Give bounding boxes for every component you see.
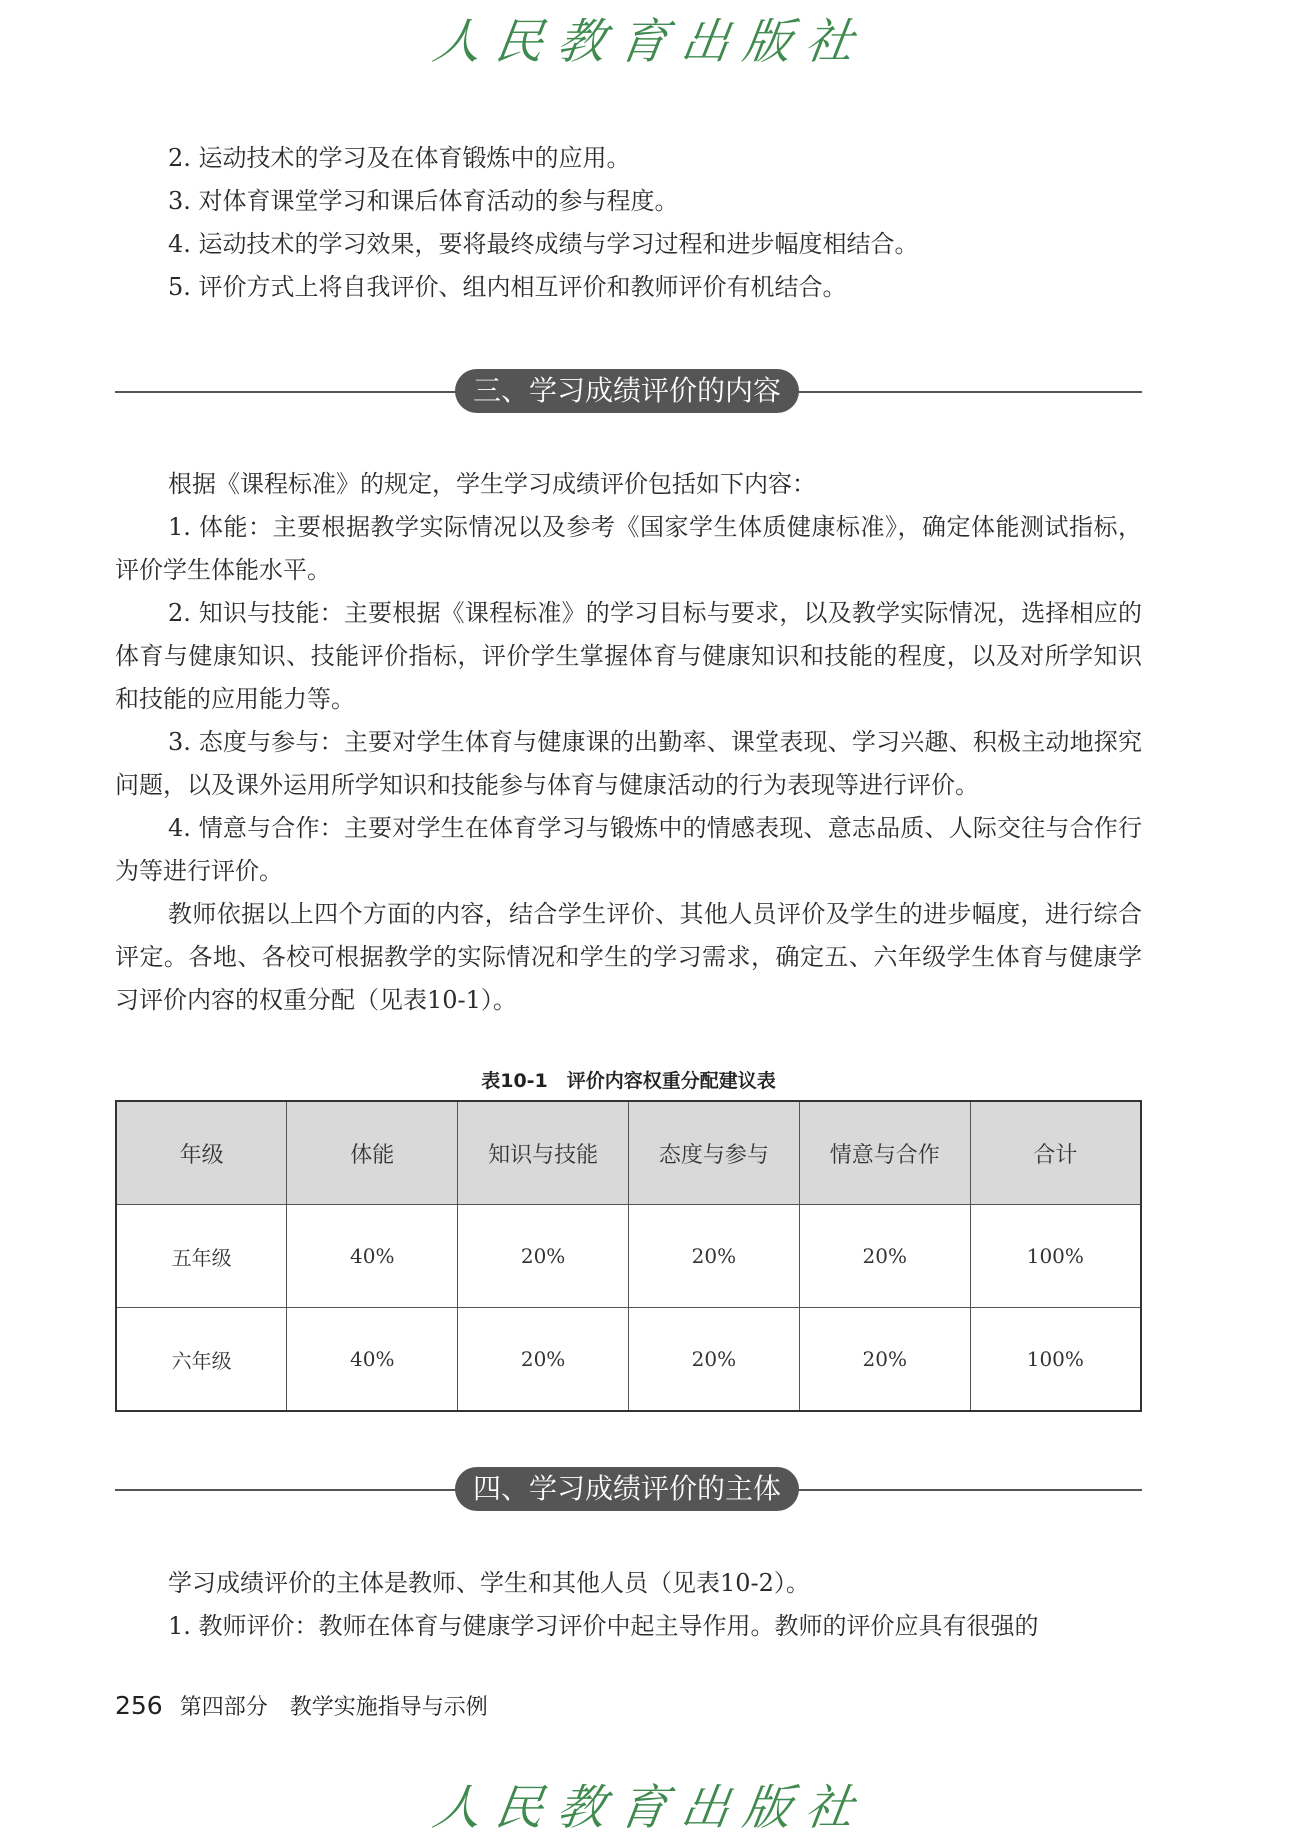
paragraph: 1. 教师评价：教师在体育与健康学习评价中起主导作用。教师的评价应具有很强的 xyxy=(168,1612,1039,1640)
list-item: 3. 对体育课堂学习和课后体育活动的参与程度。 xyxy=(168,187,679,215)
table-cell: 20% xyxy=(799,1308,970,1412)
page-footer xyxy=(115,1690,488,1721)
page-number: 256 xyxy=(115,1691,163,1720)
header-cell: 情意与合作 xyxy=(799,1101,970,1205)
paragraph: 根据《课程标准》的规定，学生学习成绩评价包括如下内容： xyxy=(168,470,816,498)
paragraph: 3. 态度与参与：主要对学生体育与健康课的出勤率、课堂表现、学习兴趣、积极主动地探究问题，以及课外运用所学知识和技能参与体育与健康活动的行为表现等进行评价。 xyxy=(115,728,1142,799)
table-caption: 表10-1 评价内容权重分配建议表 xyxy=(481,1070,776,1092)
paragraph: 2. 知识与技能：主要根据《课程标准》的学习目标与要求，以及教学实际情况，选择相应的体育与健康知识、技能评价指标，评价学生掌握体育与健康知识和技能的程度，以及对所学知识和技能的应用能力等。 xyxy=(115,599,1142,713)
paragraph: 4. 情意与合作：主要对学生在体育学习与锻炼中的情感表现、意志品质、人际交往与合作行为等进行评价。 xyxy=(115,814,1142,885)
table-cell: 20% xyxy=(799,1205,970,1308)
list-item: 5. 评价方式上将自我评价、组内相互评价和教师评价有机结合。 xyxy=(168,273,847,301)
table-cell: 六年级 xyxy=(116,1308,287,1412)
section-3-header xyxy=(115,369,1142,413)
table-row xyxy=(116,1308,1141,1412)
weight-table xyxy=(115,1100,1142,1412)
table-header-row xyxy=(116,1101,1141,1205)
header-cell: 体能 xyxy=(287,1101,458,1205)
paragraph: 1. 体能：主要根据教学实际情况以及参考《国家学生体质健康标准》，确定体能测试指标，评价学生体能水平。 xyxy=(115,513,1142,584)
publisher-logo-text: 人民教育出版社 xyxy=(429,13,872,70)
header-cell: 态度与参与 xyxy=(628,1101,799,1205)
list-item: 4. 运动技术的学习效果，要将最终成绩与学习过程和进步幅度相结合。 xyxy=(168,230,919,258)
paragraph: 学习成绩评价的主体是教师、学生和其他人员（见表10-2）。 xyxy=(168,1569,810,1597)
paragraph: 教师依据以上四个方面的内容，结合学生评价、其他人员评价及学生的进步幅度，进行综合评定。各地、各校可根据教学的实际情况和学生的学习需求，确定五、六年级学生体育与健康学习评价内容的权重分配（见表10-1）。 xyxy=(115,900,1142,1014)
header-cell: 知识与技能 xyxy=(458,1101,629,1205)
publisher-logo-top xyxy=(0,2,1303,72)
table-cell: 40% xyxy=(287,1308,458,1412)
section-4-title: 四、学习成绩评价的主体 xyxy=(455,1467,799,1511)
evaluation-criteria-list xyxy=(168,137,1168,309)
table-cell: 100% xyxy=(970,1308,1141,1412)
table-cell: 40% xyxy=(287,1205,458,1308)
table-cell: 20% xyxy=(458,1205,629,1308)
section-4-header xyxy=(115,1467,1142,1511)
list-item: 2. 运动技术的学习及在体育锻炼中的应用。 xyxy=(168,144,631,172)
section-3-body xyxy=(115,463,1142,1022)
section-3-title: 三、学习成绩评价的内容 xyxy=(455,369,799,413)
table-row xyxy=(116,1205,1141,1308)
header-cell: 年级 xyxy=(116,1101,287,1205)
publisher-logo-text: 人民教育出版社 xyxy=(429,1779,872,1836)
part-label: 第四部分 教学实施指导与示例 xyxy=(179,1695,488,1720)
table-cell: 20% xyxy=(458,1308,629,1412)
publisher-logo-bottom xyxy=(0,1768,1303,1838)
table-cell: 五年级 xyxy=(116,1205,287,1308)
table-cell: 20% xyxy=(628,1308,799,1412)
table-cell: 20% xyxy=(628,1205,799,1308)
section-4-body xyxy=(115,1562,1142,1648)
table-cell: 100% xyxy=(970,1205,1141,1308)
header-cell: 合计 xyxy=(970,1101,1141,1205)
